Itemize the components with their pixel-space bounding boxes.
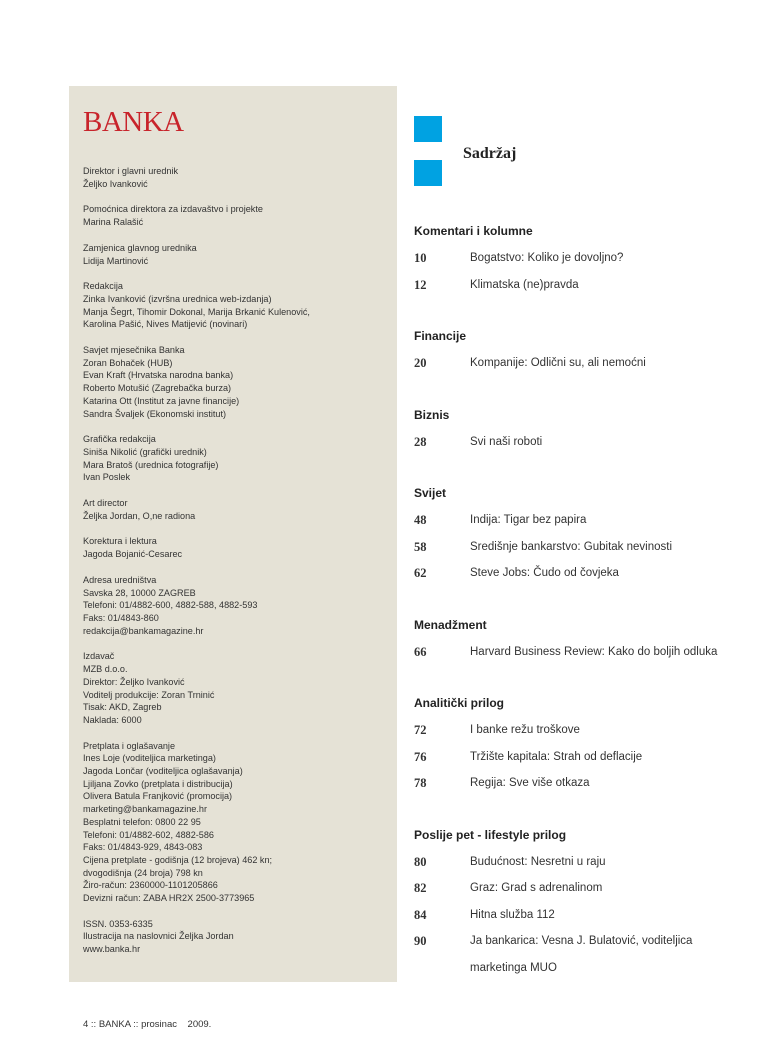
credit-heading: ISSN. 0353-6335 <box>83 918 153 929</box>
credit-line: Naklada: 6000 <box>83 714 142 725</box>
toc-entry-title: Indija: Tigar bez papira <box>470 514 587 526</box>
credit-line: Zinka Ivanković (izvršna urednica web-izdanja) <box>83 293 272 304</box>
toc-page-number: 78 <box>414 776 427 790</box>
credit-line: Devizni račun: ZABA HR2X 2500-3773965 <box>83 893 255 904</box>
credit-line: Faks: 01/4843-860 <box>83 612 159 623</box>
credit-heading: Art director <box>83 498 128 509</box>
credit-line: Savska 28, 10000 ZAGREB <box>83 587 196 598</box>
toc-entry[interactable] <box>414 855 754 882</box>
credit-block <box>83 740 388 905</box>
toc-entry-title: Harvard Business Review: Kako do boljih odluka <box>470 645 718 658</box>
credit-line: Voditelj produkcije: Zoran Trninić <box>83 689 215 700</box>
toc-page-number: 20 <box>414 356 427 370</box>
credit-line: Lidija Martinović <box>83 255 149 266</box>
toc-entry[interactable] <box>414 645 754 672</box>
toc-section-header: Financije <box>414 329 467 343</box>
credit-line: Žiro-račun: 2360000-1101205866 <box>83 880 218 891</box>
credit-line: www.banka.hr <box>83 944 141 955</box>
toc-title: Sadržaj <box>463 145 517 162</box>
toc-entry-title: Središnje bankarstvo: Gubitak nevinosti <box>470 540 672 553</box>
toc-page-number: 62 <box>414 566 427 580</box>
toc-page-number: 12 <box>414 277 427 292</box>
credit-line: redakcija@bankamagazine.hr <box>83 625 204 636</box>
credit-block <box>83 203 388 228</box>
masthead-credits <box>83 165 388 969</box>
page-footer: 4 :: BANKA :: prosinac 2009. <box>83 1019 212 1030</box>
toc-entry-continuation <box>414 961 754 988</box>
credit-line: Katarina Ott (Institut za javne financije) <box>83 395 240 406</box>
toc-page-number: 90 <box>414 934 427 948</box>
credit-heading: Izdavač <box>83 651 115 662</box>
toc-entry[interactable] <box>414 566 754 593</box>
toc-section-header: Komentari i kolumne <box>414 224 533 238</box>
toc-section-header: Analitički prilog <box>414 696 505 710</box>
credit-line: Ilustracija na naslovnici Željka Jordan <box>83 931 234 942</box>
credit-line: Telefoni: 01/4882-602, 4882-586 <box>83 829 214 840</box>
accent-square-top <box>414 116 442 142</box>
toc-entry[interactable] <box>414 435 754 462</box>
toc-page-number: 84 <box>414 907 427 922</box>
credit-line: Evan Kraft (Hrvatska narodna banka) <box>83 370 234 381</box>
toc-entry[interactable] <box>414 356 754 383</box>
toc-page-number: 72 <box>414 723 427 737</box>
toc-entry-title: Steve Jobs: Čudo od čovjeka <box>470 567 619 579</box>
credit-line: Ines Loje (voditeljica marketinga) <box>83 753 216 764</box>
credit-line: Siniša Nikolić (grafički urednik) <box>83 446 207 457</box>
table-of-contents <box>414 225 754 987</box>
credit-heading: Korektura i lektura <box>83 536 157 547</box>
toc-section-gap <box>414 593 754 619</box>
credit-heading: Pomoćnica direktora za izdavaštvo i projekte <box>83 204 263 215</box>
toc-entry-title: Kompanije: Odlični su, ali nemoćni <box>470 357 646 369</box>
credit-line: Ljiljana Zovko (pretplata i distribucija) <box>83 778 233 789</box>
credit-line: Željko Ivanković <box>83 178 148 189</box>
toc-entry-title: Budućnost: Nesretni u raju <box>470 855 606 868</box>
credit-line: Direktor: Željko Ivanković <box>83 676 185 687</box>
credit-block <box>83 535 388 560</box>
credit-heading: Adresa uredništva <box>83 574 157 585</box>
credit-line: Faks: 01/4843-929, 4843-083 <box>83 842 203 853</box>
toc-entry-title: I banke režu troškove <box>470 724 580 736</box>
credit-line: Željka Jordan, O,ne radiona <box>83 510 196 521</box>
toc-entry-title: Regija: Sve više otkaza <box>470 777 590 789</box>
toc-entry-title: Ja bankarica: Vesna J. Bulatović, voditeljica <box>470 935 693 947</box>
credit-line: Sandra Švaljek (Ekonomski institut) <box>83 408 227 419</box>
toc-page-number: 58 <box>414 539 427 554</box>
credit-block <box>83 650 388 726</box>
toc-entry-title: Klimatska (ne)pravda <box>470 278 579 291</box>
toc-entry-title: Bogatstvo: Koliko je dovoljno? <box>470 252 624 264</box>
toc-entry[interactable] <box>414 278 754 305</box>
toc-section-gap <box>414 304 754 330</box>
credit-block <box>83 344 388 420</box>
toc-entry[interactable] <box>414 540 754 567</box>
credit-line: Jagoda Lončar (voditeljica oglašavanja) <box>83 766 243 777</box>
credit-block <box>83 433 388 484</box>
accent-square-bottom <box>414 160 442 186</box>
toc-section-gap <box>414 461 754 487</box>
toc-page-number: 76 <box>414 749 427 764</box>
toc-entry[interactable] <box>414 750 754 777</box>
toc-entry[interactable] <box>414 723 754 750</box>
toc-section-header: Biznis <box>414 407 450 422</box>
credit-line: Manja Šegrt, Tihomir Dokonal, Marija Brkanić Kulenović, <box>83 306 310 317</box>
toc-page-number: 10 <box>414 251 427 265</box>
toc-section-gap <box>414 803 754 829</box>
credit-line: Telefoni: 01/4882-600, 4882-588, 4882-593 <box>83 600 258 611</box>
credit-block <box>83 497 388 522</box>
masthead-panel <box>69 86 397 982</box>
credit-block <box>83 280 388 331</box>
credit-line: Mara Bratoš (urednica fotografije) <box>83 459 219 470</box>
credit-line: Tisak: AKD, Zagreb <box>83 702 162 713</box>
credit-line: Zoran Bohaček (HUB) <box>83 357 173 368</box>
toc-entry[interactable] <box>414 934 754 961</box>
banka-logo: BANKA <box>83 106 184 138</box>
toc-entry-title: Tržište kapitala: Strah od deflacije <box>470 750 643 763</box>
toc-section-header: Menadžment <box>414 617 487 632</box>
credit-line: Cijena pretplate - godišnja (12 brojeva) 462 kn; <box>83 854 273 865</box>
toc-section-gap <box>414 671 754 697</box>
toc-entry-title: Graz: Grad s adrenalinom <box>470 882 603 894</box>
credit-line: marketing@bankamagazine.hr <box>83 804 207 815</box>
credit-line: Olivera Batula Franjković (promocija) <box>83 791 233 802</box>
toc-page-number: 28 <box>414 434 427 449</box>
toc-section-header: Poslije pet - lifestyle prilog <box>414 827 567 842</box>
toc-page-number: 66 <box>414 644 427 659</box>
credit-block <box>83 918 388 956</box>
credit-heading: Redakcija <box>83 281 123 292</box>
toc-entry-title-continued: marketinga MUO <box>470 961 557 974</box>
credit-line: dvogodišnja (24 broja) 798 kn <box>83 867 203 878</box>
toc-entry[interactable] <box>414 513 754 540</box>
toc-entry[interactable] <box>414 908 754 935</box>
toc-entry[interactable] <box>414 881 754 908</box>
toc-entry-title: Hitna služba 112 <box>470 908 555 921</box>
credit-heading: Direktor i glavni urednik <box>83 166 179 176</box>
credit-block <box>83 165 388 190</box>
credit-heading: Pretplata i oglašavanje <box>83 740 176 751</box>
credit-line: Roberto Motušić (Zagrebačka burza) <box>83 383 232 394</box>
credit-heading: Zamjenica glavnog urednika <box>83 242 197 253</box>
toc-page-number: 48 <box>414 513 427 527</box>
credit-heading: Savjet mjesečnika Banka <box>83 345 185 356</box>
credit-line: Marina Ralašić <box>83 217 144 228</box>
toc-entry[interactable] <box>414 251 754 278</box>
credit-block <box>83 574 388 638</box>
credit-line: MZB d.o.o. <box>83 664 128 675</box>
toc-page-number: 80 <box>414 854 427 869</box>
toc-section-header: Svijet <box>414 486 447 500</box>
credit-block <box>83 242 388 267</box>
credit-heading: Grafička redakcija <box>83 434 156 445</box>
toc-section-gap <box>414 383 754 409</box>
credit-line: Besplatni telefon: 0800 22 95 <box>83 816 201 827</box>
credit-line: Karolina Pašić, Nives Matijević (novinari) <box>83 319 248 330</box>
credit-line: Jagoda Bojanić-Cesarec <box>83 549 183 560</box>
toc-entry-title: Svi naši roboti <box>470 435 543 448</box>
credit-line: Ivan Poslek <box>83 472 131 483</box>
toc-page-number: 82 <box>414 881 427 895</box>
toc-entry[interactable] <box>414 776 754 803</box>
